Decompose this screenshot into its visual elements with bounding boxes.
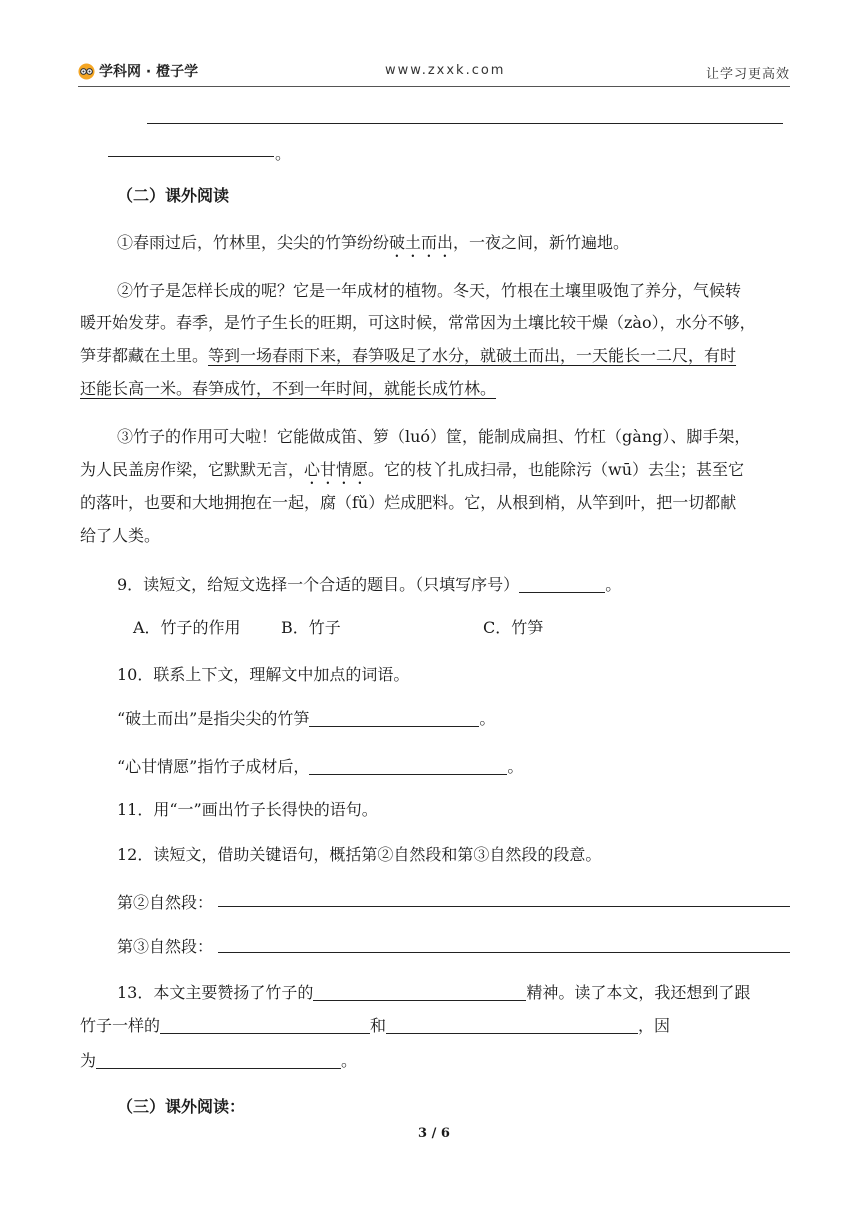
p2-line3-plain: 笋芽都藏在土里。	[80, 346, 209, 365]
q9-option-c: C．竹笋	[483, 618, 544, 637]
paragraph-3-line-4: 给了人类。	[80, 526, 161, 545]
q12-paragraph2-answer-line[interactable]	[218, 906, 790, 907]
p1-pre: ①春雨过后，竹林里，尖尖的竹笋纷纷	[117, 233, 390, 252]
q9-option-a: A．竹子的作用	[133, 618, 241, 637]
paragraph-3-line-3: 的落叶，也要和大地拥抱在一起，腐（fǔ）烂成肥料。它，从根到梢，从竿到叶，把一切都献	[80, 493, 737, 512]
p3-line2-pre: 为人民盖房作梁，它默默无言，	[80, 460, 305, 479]
question-13-line-1	[117, 983, 750, 1003]
paragraph-2-line-4: 还能长高一米。春笋成竹，不到一年时间，就能长成竹林。	[80, 379, 497, 398]
q10a-text: “破土而出”是指尖尖的竹笋	[117, 709, 310, 728]
q9-end: 。	[605, 575, 622, 594]
question-13-line-3	[80, 1051, 357, 1071]
q13-line3-pre: 为	[80, 1051, 97, 1070]
q10b-answer-blank[interactable]	[309, 758, 507, 775]
p3-dotted-word: 心甘情愿	[304, 460, 369, 479]
question-13-line-2	[80, 1016, 670, 1036]
q12-paragraph2-label: 第②自然段：	[117, 893, 214, 912]
q13-line2-pre: 竹子一样的	[80, 1016, 161, 1035]
q13-mid: 精神。读了本文，我还想到了跟	[526, 983, 751, 1002]
question-12: 12．读短文，借助关键语句，概括第②自然段和第③自然段的段意。	[117, 845, 602, 864]
answer-line-long[interactable]	[147, 123, 783, 124]
q12-paragraph3-answer-line[interactable]	[218, 952, 790, 953]
q13-line3-end: 。	[341, 1051, 358, 1070]
q13-spirit-blank[interactable]	[313, 984, 526, 1001]
q10a-end: 。	[479, 709, 496, 728]
q13-pre: 13．本文主要赞扬了竹子的	[117, 983, 314, 1002]
paragraph-2-line-3	[80, 346, 736, 366]
header-divider	[78, 86, 790, 87]
q13-item2-blank[interactable]	[386, 1017, 638, 1034]
header-slogan: 让学习更高效	[705, 67, 790, 82]
q12-paragraph3-label: 第③自然段：	[117, 937, 214, 956]
question-10b	[117, 757, 523, 777]
logo-text: 学科网 · 橙子学	[99, 64, 199, 80]
question-10a	[117, 709, 495, 729]
section2-title: （二）课外阅读	[117, 186, 230, 205]
question-11: 11．用“一”画出竹子长得快的语句。	[117, 800, 378, 819]
q13-line2-end: ，因	[638, 1016, 671, 1035]
p1-post: ，一夜之间，新竹遍地。	[453, 233, 630, 252]
owl-glasses-icon	[78, 63, 95, 80]
q13-and: 和	[370, 1016, 387, 1035]
p1-dotted-word: 破土而出	[389, 233, 454, 252]
q9-option-b: B．竹子	[281, 618, 341, 637]
paragraph-2-line-1: ②竹子是怎样长成的呢？它是一年成材的植物。冬天，竹根在土壤里吸饱了养分，气候转	[117, 281, 742, 300]
page-number: 3 / 6	[418, 1126, 450, 1141]
q9-text: 9．读短文，给短文选择一个合适的题目。（只填写序号）	[117, 575, 520, 594]
paragraph-3-line-1: ③竹子的作用可大啦！它能做成笛、箩（luó）筐，能制成扁担、竹杠（gàng）、脚手架，	[117, 427, 751, 446]
q10b-text: “心甘情愿”指竹子成材后，	[117, 757, 310, 776]
p2-line3-underlined: 等到一场春雨下来，春笋吸足了水分，就破土而出，一天能长一二尺，有时	[208, 346, 737, 365]
p3-line2-post: 。它的枝丫扎成扫帚，也能除污（wū）去尘；甚至它	[368, 460, 745, 479]
q10b-end: 。	[507, 757, 524, 776]
section3-title: （三）课外阅读：	[117, 1097, 246, 1116]
answer-line-period: 。	[275, 144, 292, 163]
paragraph-3-line-2	[80, 460, 744, 488]
q13-reason-blank[interactable]	[96, 1052, 341, 1069]
paragraph-1	[117, 233, 629, 261]
paragraph-2-line-2: 暖开始发芽。春季，是竹子生长的旺期，可这时候，常常因为土壤比较干燥（zào），水分不够，	[80, 313, 756, 332]
answer-line-short[interactable]	[108, 156, 274, 157]
site-logo	[78, 61, 198, 81]
question-10: 10．联系上下文，理解文中加点的词语。	[117, 665, 410, 684]
q9-answer-blank[interactable]	[519, 576, 605, 593]
q13-item1-blank[interactable]	[160, 1017, 370, 1034]
header-url[interactable]: www.zxxk.com	[385, 63, 506, 78]
q10a-answer-blank[interactable]	[309, 710, 479, 727]
question-9	[117, 575, 621, 595]
